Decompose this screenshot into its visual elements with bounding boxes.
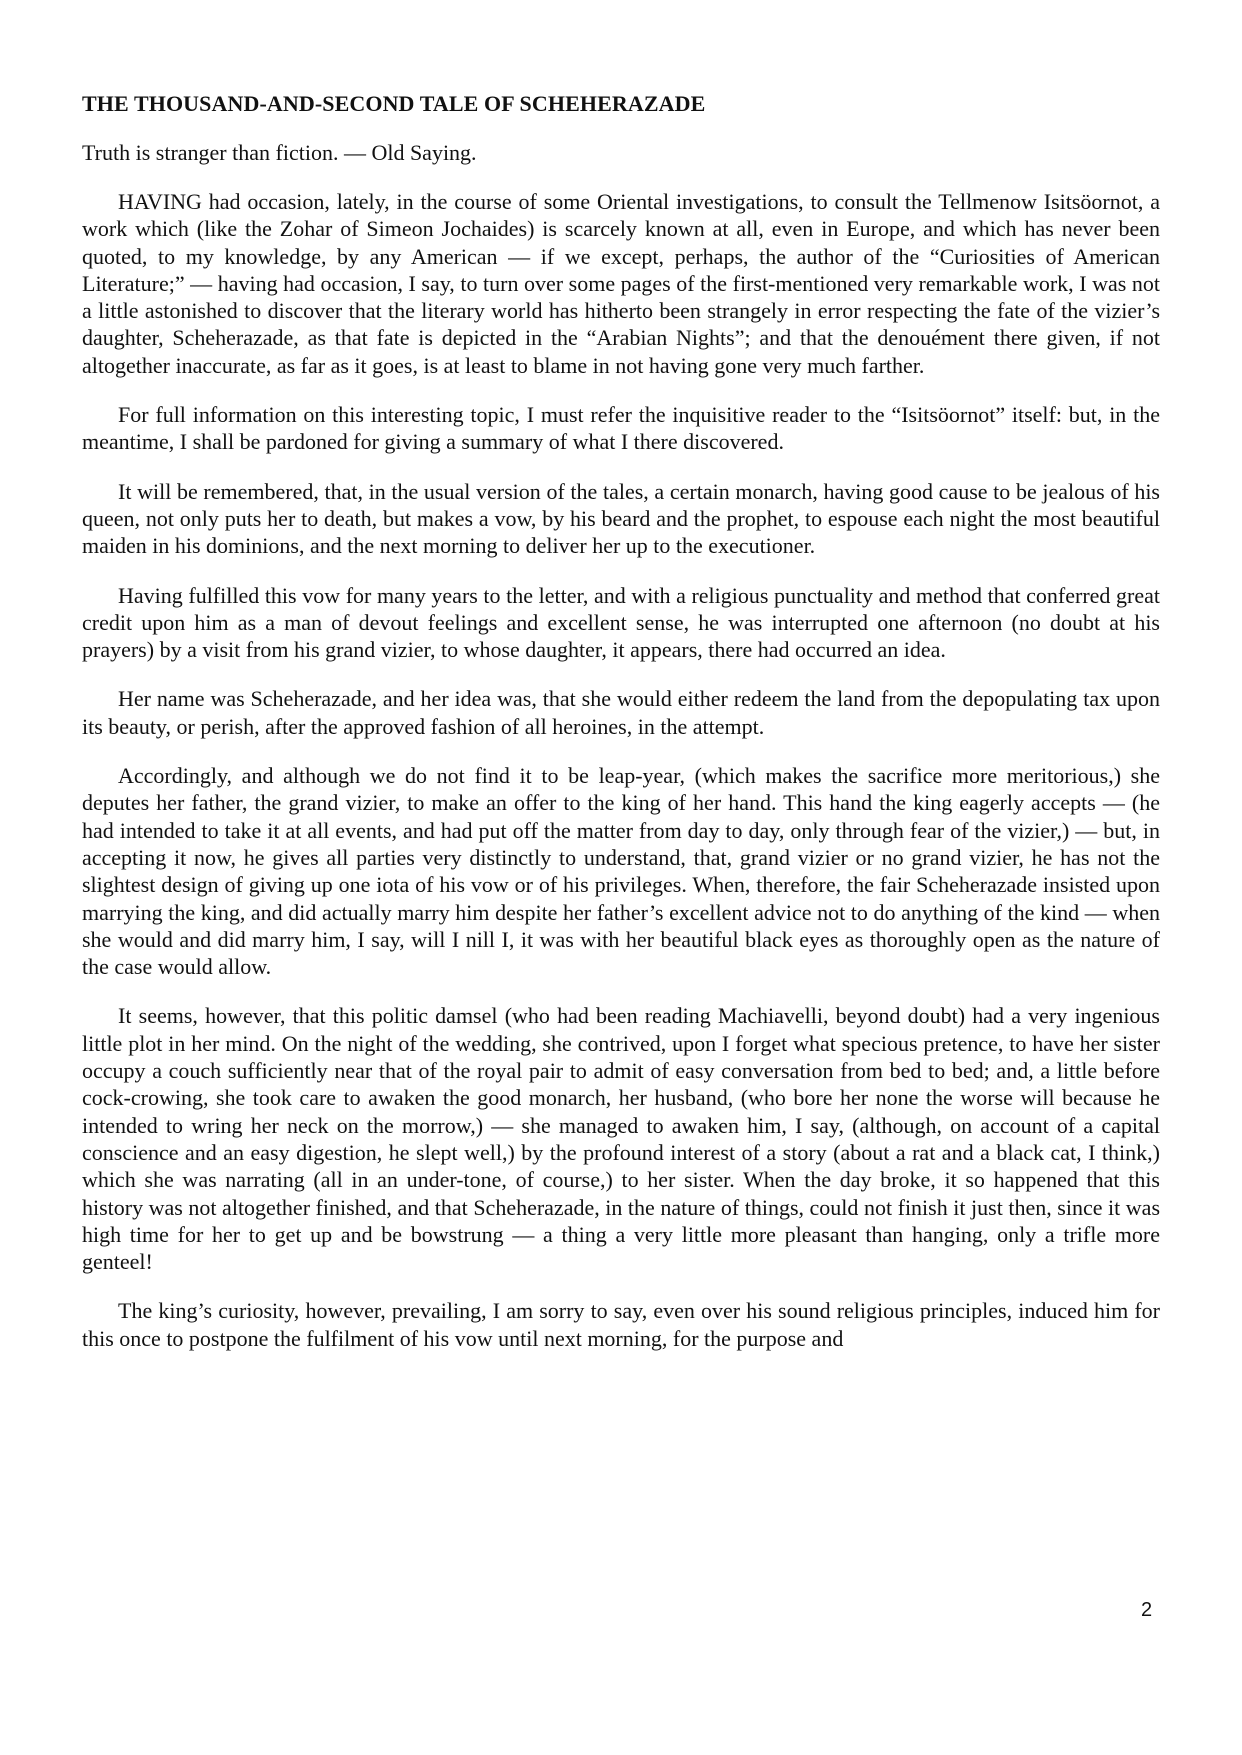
paragraph-1: HAVING had occasion, lately, in the course of some Oriental investigations, to consult the Tellmenow Isitsöornot, a work which (like the Zohar of Simeon Jochaides) is scarcely known at all, even in Europe, and which has never been quoted, to my knowledge, by any American — if we except, perhaps, the author of the “Curiosities of American Literature;” — having had occasion, I say, to turn over some pages of the first-mentioned very remarkable work, I was not a little astonished to discover that the literary world has hitherto been strangely in error respecting the fate of the vizier’s daughter, Scheherazade, as that fate is depicted in the “Arabian Nights”; and that the denouément there given, if not altogether inaccurate, as far as it goes, is at least to blame in not having gone very much farther. (82, 189, 1160, 378)
page-number: 2 (1141, 1599, 1153, 1621)
document-title: THE THOUSAND-AND-SECOND TALE OF SCHEHERAZADE (82, 91, 706, 116)
paragraph-6: Accordingly, and although we do not find it to be leap-year, (which makes the sacrifice more meritorious,) she deputes her father, the grand vizier, to make an offer to the king of her hand. This hand the king eagerly accepts — (he had intended to take it at all events, and had put off the matter from day to day, only through fear of the vizier,) — but, in accepting it now, he gives all parties very distinctly to understand, that, grand vizier or no grand vizier, he has not the slightest design of giving up one iota of his vow or of his privileges. When, therefore, the fair Scheherazade insisted upon marrying the king, and did actually marry him despite her father’s excellent advice not to do anything of the kind — when she would and did marry him, I say, will I nill I, it was with her beautiful black eyes as thoroughly open as the nature of the case would allow. (82, 763, 1160, 980)
paragraph-3: It will be remembered, that, in the usual version of the tales, a certain monarch, having good cause to be jealous of his queen, not only puts her to death, but makes a vow, by his beard and the prophet, to espouse each night the most beautiful maiden in his dominions, and the next morning to deliver her up to the executioner. (82, 478, 1160, 559)
document-page (82, 91, 1160, 1374)
paragraph-4: Having fulfilled this vow for many years to the letter, and with a religious punctuality and method that conferred great credit upon him as a man of devout feelings and excellent sense, he was interrupted one afternoon (no doubt at his prayers) by a visit from his grand vizier, to whose daughter, it appears, there had occurred an idea. (82, 582, 1160, 663)
paragraph-5: Her name was Scheherazade, and her idea was, that she would either redeem the land from the depopulating tax upon its beauty, or perish, after the approved fashion of all heroines, in the attempt. (82, 686, 1160, 739)
paragraph-2: For full information on this interesting topic, I must refer the inquisitive reader to the “Isitsöornot” itself: but, in the meantime, I shall be pardoned for giving a summary of what I there discovered. (82, 402, 1160, 455)
paragraph-7: It seems, however, that this politic damsel (who had been reading Machiavelli, beyond doubt) had a very ingenious little plot in her mind. On the night of the wedding, she contrived, upon I forget what specious pretence, to have her sister occupy a couch sufficiently near that of the royal pair to admit of easy conversation from bed to bed; and, a little before cock-crowing, she took care to awaken the good monarch, her husband, (who bore her none the worse will because he intended to wring her neck on the morrow,) — she managed to awaken him, I say, (although, on account of a capital conscience and an easy digestion, he slept well,) by the profound interest of a story (about a rat and a black cat, I think,) which she was narrating (all in an under-tone, of course,) to her sister. When the day broke, it so happened that this history was not altogether finished, and that Scheherazade, in the nature of things, could not finish it just then, since it was high time for her to get up and be bowstrung — a thing a very little more pleasant than hanging, only a trifle more genteel! (82, 1003, 1160, 1275)
epigraph: Truth is stranger than fiction. — Old Saying. (82, 140, 477, 165)
paragraph-8: The king’s curiosity, however, prevailing, I am sorry to say, even over his sound religious principles, induced him for this once to postpone the fulfilment of his vow until next morning, for the purpose and (82, 1298, 1160, 1351)
